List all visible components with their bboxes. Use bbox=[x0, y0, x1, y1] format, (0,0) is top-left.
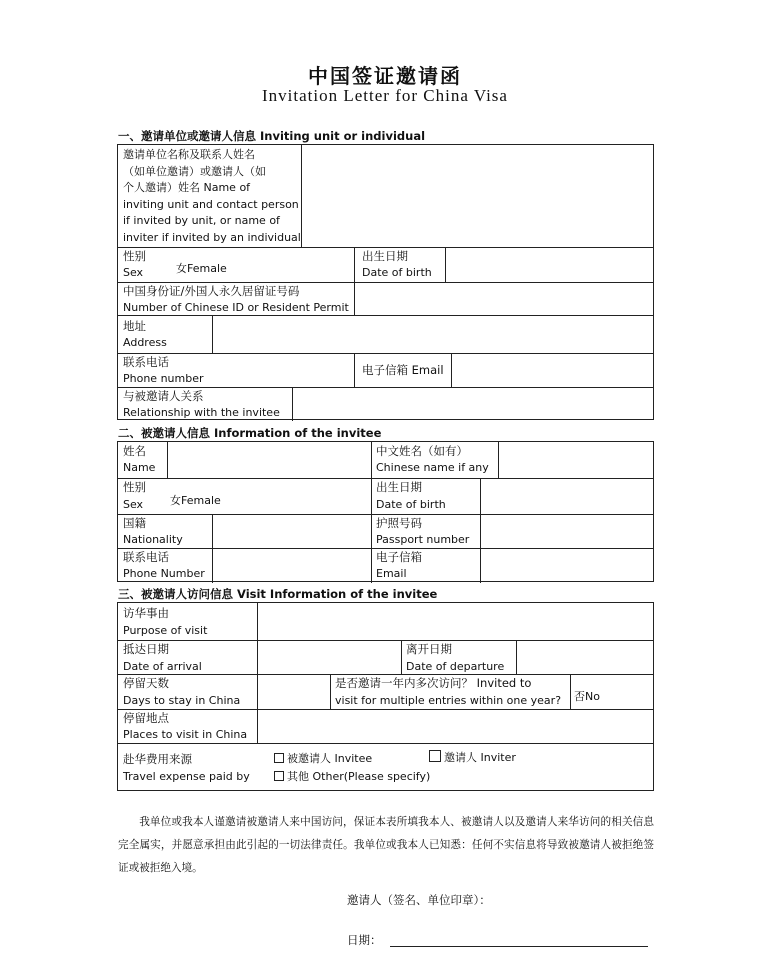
days-field[interactable] bbox=[259, 675, 329, 708]
date-label: 日期： bbox=[347, 933, 382, 947]
multi-entry-label-en: visit for multiple entries within one year? bbox=[335, 694, 562, 707]
inviter-phone-label-en: Phone number bbox=[123, 372, 204, 385]
multi-entry-value[interactable]: 否No bbox=[574, 690, 600, 703]
days-label-en: Days to stay in China bbox=[123, 694, 241, 707]
invitee-passport-label-en: Passport number bbox=[376, 533, 470, 546]
inviter-id-label-en: Number of Chinese ID or Resident Permit bbox=[123, 301, 349, 314]
inviter-id-label-zh: 中国身份证/外国人永久居留证号码 bbox=[123, 284, 300, 298]
declaration-text: 我单位或我本人谨邀请被邀请人来中国访问，保证本表所填我本人、被邀请人以及邀请人来华访问的相关信息完全属实，并愿意承担由此引起的一切法律责任。我单位或我本人已知悉：任何不实信息将导致被邀请人被拒绝签证或被拒绝入境。 bbox=[118, 816, 654, 874]
expense-label-en: Travel expense paid by bbox=[123, 770, 250, 783]
section1-title: 一、邀请单位或邀请人信息 Inviting unit or individual bbox=[118, 129, 426, 143]
checkbox-inviter-icon[interactable] bbox=[429, 750, 441, 762]
checkbox-invitee-icon[interactable] bbox=[274, 753, 284, 763]
inviter-name-field[interactable] bbox=[303, 147, 648, 245]
inviter-address-label-en: Address bbox=[123, 336, 167, 349]
invitee-cname-label-zh: 中文姓名（如有） bbox=[376, 444, 468, 458]
arrival-label-zh: 抵达日期 bbox=[123, 642, 169, 656]
invitee-sex-value[interactable]: 女Female bbox=[170, 494, 221, 507]
places-label-zh: 停留地点 bbox=[123, 711, 169, 725]
invitee-dob-label-zh: 出生日期 bbox=[376, 480, 422, 494]
section1-table bbox=[117, 144, 654, 420]
expense-option-other[interactable]: 其他 Other(Please specify) bbox=[274, 769, 430, 784]
inviter-address-field[interactable] bbox=[214, 316, 648, 352]
inviter-email-field[interactable] bbox=[453, 354, 648, 386]
inviter-email-label: 电子信箱 Email bbox=[362, 363, 444, 377]
invitee-cname-field[interactable] bbox=[500, 443, 648, 477]
places-field[interactable] bbox=[259, 710, 648, 742]
signature-field[interactable] bbox=[520, 885, 650, 909]
invitee-email-label-en: Email bbox=[376, 567, 407, 580]
purpose-field[interactable] bbox=[259, 604, 648, 639]
date-field[interactable] bbox=[390, 946, 648, 947]
invitee-name-label-en: Name bbox=[123, 461, 156, 474]
inviter-dob-label-en: Date of birth bbox=[362, 266, 432, 279]
departure-label-en: Date of departure bbox=[406, 660, 505, 673]
multi-entry-label-zh: 是否邀请一年内多次访问？ Invited to bbox=[335, 676, 532, 690]
expense-option-invitee[interactable]: 被邀请人 Invitee bbox=[274, 751, 372, 766]
departure-label-zh: 离开日期 bbox=[406, 642, 452, 656]
inviter-sex-label-en: Sex bbox=[123, 266, 144, 279]
checkbox-other-icon[interactable] bbox=[274, 771, 284, 781]
section3-table bbox=[117, 602, 654, 791]
places-label-en: Places to visit in China bbox=[123, 728, 248, 741]
invitee-nationality-label-en: Nationality bbox=[123, 533, 183, 546]
inviter-name-label: 邀请单位名称及联系人姓名 （如单位邀请）或邀请人（如 个人邀请）姓名 Name of inviting unit and contact person if invited by unit, or name of inviter if invited by an individual bbox=[123, 148, 301, 244]
relationship-field[interactable] bbox=[294, 388, 648, 420]
invitee-dob-label-en: Date of birth bbox=[376, 498, 446, 511]
inviter-dob-field[interactable] bbox=[447, 248, 648, 281]
invitee-name-label-zh: 姓名 bbox=[123, 444, 146, 458]
section2-title: 二、被邀请人信息 Information of the invitee bbox=[118, 426, 382, 440]
invitee-phone-field[interactable] bbox=[214, 549, 370, 581]
invitee-email-field[interactable] bbox=[482, 549, 648, 581]
invitee-nationality-field[interactable] bbox=[214, 515, 370, 547]
arrival-field[interactable] bbox=[259, 641, 400, 673]
expense-option-inviter[interactable]: 邀请人 Inviter bbox=[429, 750, 516, 765]
invitee-phone-label-zh: 联系电话 bbox=[123, 550, 169, 564]
section3-title: 三、被邀请人访问信息 Visit Information of the invitee bbox=[118, 587, 438, 601]
invitee-name-field[interactable] bbox=[169, 443, 370, 477]
invitee-dob-field[interactable] bbox=[482, 479, 648, 513]
days-label-zh: 停留天数 bbox=[123, 676, 169, 690]
inviter-sex-value[interactable]: 女Female bbox=[176, 262, 227, 275]
invitee-nationality-label-zh: 国籍 bbox=[123, 516, 146, 530]
invitee-passport-field[interactable] bbox=[482, 515, 648, 547]
invitee-phone-label-en: Phone Number bbox=[123, 567, 205, 580]
inviter-dob-label-zh: 出生日期 bbox=[362, 249, 408, 263]
relationship-label-en: Relationship with the invitee bbox=[123, 406, 280, 419]
invitee-cname-label-en: Chinese name if any bbox=[376, 461, 489, 474]
invitee-email-label-zh: 电子信箱 bbox=[376, 550, 422, 564]
document-title-zh: 中国签证邀请函 bbox=[308, 64, 462, 88]
inviter-phone-label-zh: 联系电话 bbox=[123, 355, 169, 369]
document-title-en: Invitation Letter for China Visa bbox=[262, 86, 508, 105]
invitee-passport-label-zh: 护照号码 bbox=[376, 516, 422, 530]
inviter-id-field[interactable] bbox=[356, 283, 648, 314]
purpose-label-zh: 访华事由 bbox=[123, 606, 169, 620]
arrival-label-en: Date of arrival bbox=[123, 660, 202, 673]
inviter-address-label-zh: 地址 bbox=[123, 319, 146, 333]
signature-label: 邀请人（签名、单位印章）： bbox=[347, 893, 491, 907]
section2-table bbox=[117, 441, 654, 582]
purpose-label-en: Purpose of visit bbox=[123, 624, 208, 637]
departure-field[interactable] bbox=[518, 641, 648, 673]
expense-label-zh: 赴华费用来源 bbox=[123, 752, 192, 766]
inviter-sex-label-zh: 性别 bbox=[123, 249, 146, 263]
invitee-sex-label-en: Sex bbox=[123, 498, 144, 511]
relationship-label-zh: 与被邀请人关系 bbox=[123, 389, 204, 403]
inviter-phone-field[interactable] bbox=[214, 354, 353, 386]
invitee-sex-label-zh: 性别 bbox=[123, 480, 146, 494]
